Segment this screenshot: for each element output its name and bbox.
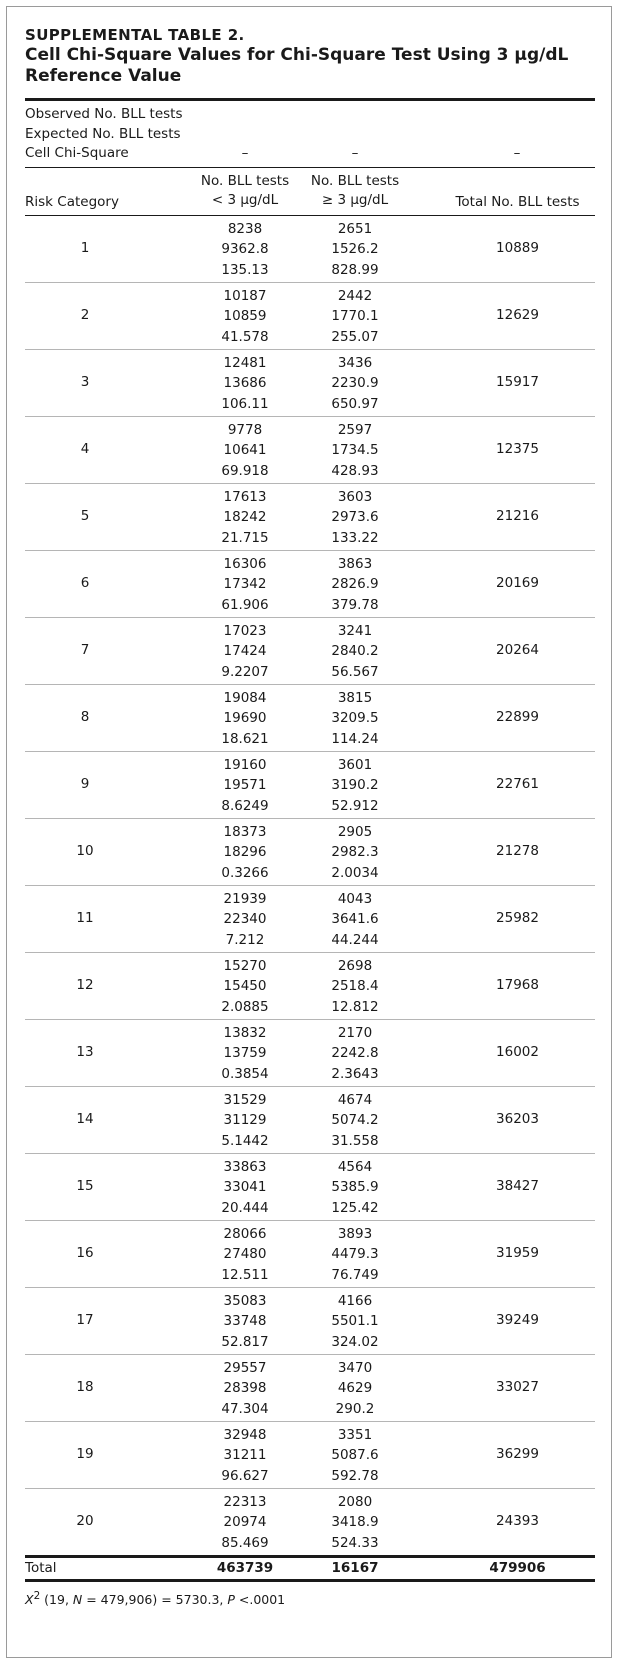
chi-square-value: 7.212: [225, 931, 265, 948]
observed-value: 31529: [223, 1091, 267, 1108]
expected-value: 2242.8: [331, 1045, 379, 1062]
below-3-cell: [185, 1492, 305, 1554]
observed-value: 9778: [227, 421, 263, 438]
observed-value: 4674: [337, 1091, 373, 1108]
observed-value: 3241: [337, 622, 373, 639]
chi-square-value: 428.93: [331, 462, 379, 479]
table-row: [25, 752, 595, 818]
table-row: [25, 551, 595, 617]
observed-value: 33863: [223, 1158, 267, 1175]
at-or-above-3-cell: [300, 822, 410, 884]
risk-category-cell: 3: [80, 373, 90, 390]
risk-category-cell: 18: [76, 1378, 94, 1395]
observed-value: 8238: [227, 220, 263, 237]
observed-value: 15270: [223, 957, 267, 974]
at-or-above-3-cell: [300, 688, 410, 750]
expected-value: 5385.9: [331, 1179, 379, 1196]
table-body: [25, 216, 595, 1555]
chi-square-value: 114.24: [331, 730, 379, 747]
chi-square-value: 106.11: [221, 395, 269, 412]
expected-value: 31211: [223, 1447, 267, 1464]
expected-value: 33748: [223, 1313, 267, 1330]
observed-value: 3603: [337, 488, 373, 505]
row-total-cell: 38427: [496, 1177, 539, 1194]
chi-square-value: 44.244: [331, 931, 379, 948]
expected-value: 4479.3: [331, 1246, 379, 1263]
expected-value: 13686: [223, 375, 267, 392]
risk-category-cell: 16: [76, 1244, 94, 1261]
below-3-cell: [185, 889, 305, 951]
observed-value: 29557: [223, 1359, 267, 1376]
footnote-open: (19,: [40, 1591, 73, 1607]
observed-value: 12481: [223, 354, 267, 371]
chi-square-value: 12.812: [331, 998, 379, 1015]
observed-value: 3893: [337, 1225, 373, 1242]
chi-square-value: 524.33: [331, 1534, 379, 1551]
chi-square-value: 20.444: [221, 1199, 269, 1216]
title-line-1: Cell Chi-Square Values for Chi-Square Test Using 3 µg/dL: [25, 45, 569, 65]
chi-square-value: 2.3643: [331, 1065, 379, 1082]
row-total-cell: 36203: [496, 1110, 539, 1127]
at-or-above-3-cell: [300, 1425, 410, 1487]
expected-value: 18296: [223, 844, 267, 861]
expected-value: 28398: [223, 1380, 267, 1397]
risk-category-cell: 2: [80, 306, 90, 323]
row-total-cell: 21216: [496, 507, 539, 524]
total-row: [25, 1558, 595, 1579]
observed-value: 17613: [223, 488, 267, 505]
row-total-cell: 21278: [496, 842, 539, 859]
risk-category-cell: 15: [76, 1177, 94, 1194]
total-all: 479906: [489, 1559, 546, 1576]
risk-category-cell: 11: [76, 909, 94, 926]
at-or-above-3-cell: [300, 487, 410, 549]
total-label: Total: [25, 1559, 57, 1576]
observed-value: 2905: [337, 823, 373, 840]
observed-value: 17023: [223, 622, 267, 639]
expected-value: 2230.9: [331, 375, 379, 392]
below-3-cell: [185, 1224, 305, 1286]
col-header-risk: Risk Category: [25, 193, 119, 210]
expected-value: 10641: [223, 442, 267, 459]
observed-value: 3815: [337, 689, 373, 706]
row-total-cell: 36299: [496, 1445, 539, 1462]
footnote-end: <.0001: [234, 1591, 286, 1607]
chi-square-value: 324.02: [331, 1333, 379, 1350]
below-3-cell: [185, 688, 305, 750]
risk-category-cell: 20: [76, 1512, 94, 1529]
below-3-cell: [185, 1291, 305, 1353]
expected-value: 19571: [223, 777, 267, 794]
observed-value: 22313: [223, 1493, 267, 1510]
at-or-above-3-cell: [300, 1023, 410, 1085]
row-total-cell: 22761: [496, 775, 539, 792]
below-3-cell: [185, 554, 305, 616]
chi-square-value: 650.97: [331, 395, 379, 412]
observed-value: 3863: [337, 555, 373, 572]
risk-category-cell: 8: [80, 708, 90, 725]
chi-square-value: 0.3854: [221, 1065, 269, 1082]
chi-square-value: 5.1442: [221, 1132, 269, 1149]
col-header-ge: [300, 172, 410, 210]
row-total-cell: 39249: [496, 1311, 539, 1328]
expected-value: 5087.6: [331, 1447, 379, 1464]
legend-expected: Expected No. BLL tests: [25, 125, 181, 142]
total-ge: 16167: [331, 1559, 379, 1576]
expected-value: 3209.5: [331, 710, 379, 727]
footnote: [25, 1585, 595, 1611]
risk-category-cell: 19: [76, 1445, 94, 1462]
table-title: [25, 45, 595, 87]
footnote-n: N: [72, 1591, 83, 1607]
chi-square-value: 18.621: [221, 730, 269, 747]
risk-category-cell: 10: [76, 842, 94, 859]
risk-category-cell: 12: [76, 976, 94, 993]
chi-square-value: 21.715: [221, 529, 269, 546]
row-total-cell: 31959: [496, 1244, 539, 1261]
below-3-cell: [185, 219, 305, 281]
at-or-above-3-cell: [300, 1090, 410, 1152]
expected-value: 3641.6: [331, 911, 379, 928]
table-row: [25, 819, 595, 885]
table-row: [25, 1355, 595, 1421]
table-row: [25, 1020, 595, 1086]
at-or-above-3-cell: [300, 1358, 410, 1420]
observed-value: 2597: [337, 421, 373, 438]
col-header-total: Total No. BLL tests: [455, 193, 580, 210]
risk-category-cell: 4: [80, 440, 90, 457]
observed-value: 3436: [337, 354, 373, 371]
observed-value: 16306: [223, 555, 267, 572]
chi-square-value: 52.912: [331, 797, 379, 814]
chi-square-value: 828.99: [331, 261, 379, 278]
chi-square-value: 135.13: [221, 261, 269, 278]
expected-value: 2840.2: [331, 643, 379, 660]
expected-value: 1734.5: [331, 442, 379, 459]
table-label: SUPPLEMENTAL TABLE 2.: [25, 26, 245, 44]
risk-category-cell: 6: [80, 574, 90, 591]
legend-observed: Observed No. BLL tests: [25, 106, 183, 122]
below-3-cell: [185, 1090, 305, 1152]
chi-square-value: 52.817: [221, 1333, 269, 1350]
expected-value: 17424: [223, 643, 267, 660]
chi-square-value: 290.2: [335, 1400, 375, 1417]
expected-value: 13759: [223, 1045, 267, 1062]
chi-square-value: 9.2207: [221, 663, 269, 680]
row-total-cell: 16002: [496, 1043, 539, 1060]
table-row: [25, 1489, 595, 1555]
chi-square-value: 61.906: [221, 596, 269, 613]
at-or-above-3-cell: [300, 1224, 410, 1286]
expected-value: 22340: [223, 911, 267, 928]
table-container: [25, 7, 595, 1611]
below-3-cell: [185, 286, 305, 348]
at-or-above-3-cell: [300, 286, 410, 348]
observed-value: 32948: [223, 1426, 267, 1443]
table-row: [25, 1422, 595, 1488]
below-3-cell: [185, 755, 305, 817]
expected-value: 18242: [223, 509, 267, 526]
at-or-above-3-cell: [300, 755, 410, 817]
cell-legend: [25, 101, 595, 164]
observed-value: 10187: [223, 287, 267, 304]
expected-value: 2826.9: [331, 576, 379, 593]
chi-square-value: 41.578: [221, 328, 269, 345]
at-or-above-3-cell: [300, 621, 410, 683]
col-header-lt: [185, 172, 305, 210]
observed-value: 3601: [337, 756, 373, 773]
table-row: [25, 417, 595, 483]
chi-square-value: 133.22: [331, 529, 379, 546]
table-row: [25, 685, 595, 751]
expected-value: 33041: [223, 1179, 267, 1196]
chi-square-value: 47.304: [221, 1400, 269, 1417]
chi-square-value: 76.749: [331, 1266, 379, 1283]
row-total-cell: 10889: [496, 239, 539, 256]
below-3-cell: [185, 1425, 305, 1487]
at-or-above-3-cell: [300, 1492, 410, 1554]
below-3-cell: [185, 822, 305, 884]
below-3-cell: [185, 1023, 305, 1085]
observed-value: 3470: [337, 1359, 373, 1376]
at-or-above-3-cell: [300, 889, 410, 951]
risk-category-cell: 17: [76, 1311, 94, 1328]
table-row: [25, 1087, 595, 1153]
expected-value: 4629: [337, 1380, 373, 1397]
expected-value: 3418.9: [331, 1514, 379, 1531]
table-row: [25, 283, 595, 349]
at-or-above-3-cell: [300, 353, 410, 415]
observed-value: 2698: [337, 957, 373, 974]
observed-value: 28066: [223, 1225, 267, 1242]
chi-square-value: 96.627: [221, 1467, 269, 1484]
row-total-cell: 24393: [496, 1512, 539, 1529]
expected-value: 19690: [223, 710, 267, 727]
observed-value: 2442: [337, 287, 373, 304]
legend-chisquare-label: Cell Chi-Square: [25, 145, 129, 161]
col-header-ge-line1: No. BLL tests: [310, 172, 400, 189]
legend-dash-total: –: [513, 145, 521, 161]
chi-square-value: 592.78: [331, 1467, 379, 1484]
expected-value: 15450: [223, 978, 267, 995]
table-row: [25, 216, 595, 282]
row-total-cell: 12629: [496, 306, 539, 323]
expected-value: 2973.6: [331, 509, 379, 526]
footnote-mid: = 479,906) = 5730.3,: [82, 1591, 228, 1607]
expected-value: 2982.3: [331, 844, 379, 861]
row-total-cell: 22899: [496, 708, 539, 725]
row-total-cell: 25982: [496, 909, 539, 926]
table-frame: [6, 6, 612, 1658]
chi-square-value: 85.469: [221, 1534, 269, 1551]
observed-value: 4564: [337, 1158, 373, 1175]
at-or-above-3-cell: [300, 420, 410, 482]
expected-value: 3190.2: [331, 777, 379, 794]
below-3-cell: [185, 420, 305, 482]
below-3-cell: [185, 621, 305, 683]
legend-dash-ge: –: [351, 145, 359, 161]
below-3-cell: [185, 956, 305, 1018]
chi-square-value: 125.42: [331, 1199, 379, 1216]
chi-square-value: 12.511: [221, 1266, 269, 1283]
at-or-above-3-cell: [300, 956, 410, 1018]
chi-square-value: 255.07: [331, 328, 379, 345]
row-total-cell: 20264: [496, 641, 539, 658]
bottom-rule: [25, 1579, 595, 1582]
row-total-cell: 33027: [496, 1378, 539, 1395]
expected-value: 10859: [223, 308, 267, 325]
chi-square-value: 0.3266: [221, 864, 269, 881]
footnote-sup: 2: [33, 1589, 41, 1602]
observed-value: 35083: [223, 1292, 267, 1309]
table-row: [25, 1288, 595, 1354]
below-3-cell: [185, 1157, 305, 1219]
observed-value: 4043: [337, 890, 373, 907]
expected-value: 1526.2: [331, 241, 379, 258]
expected-value: 20974: [223, 1514, 267, 1531]
below-3-cell: [185, 353, 305, 415]
expected-value: 5501.1: [331, 1313, 379, 1330]
at-or-above-3-cell: [300, 1157, 410, 1219]
footnote-p: P: [227, 1591, 235, 1607]
risk-category-cell: 9: [80, 775, 90, 792]
table-row: [25, 886, 595, 952]
observed-value: 2651: [337, 220, 373, 237]
table-row: [25, 1154, 595, 1220]
observed-value: 13832: [223, 1024, 267, 1041]
row-total-cell: 15917: [496, 373, 539, 390]
expected-value: 5074.2: [331, 1112, 379, 1129]
observed-value: 18373: [223, 823, 267, 840]
expected-value: 31129: [223, 1112, 267, 1129]
table-row: [25, 484, 595, 550]
row-total-cell: 17968: [496, 976, 539, 993]
row-total-cell: 12375: [496, 440, 539, 457]
risk-category-cell: 1: [80, 239, 90, 256]
title-line-2: Reference Value: [25, 66, 182, 86]
chi-square-value: 379.78: [331, 596, 379, 613]
observed-value: 2080: [337, 1493, 373, 1510]
table-row: [25, 1221, 595, 1287]
table-row: [25, 618, 595, 684]
observed-value: 19084: [223, 689, 267, 706]
col-header-ge-line2: ≥ 3 µg/dL: [321, 191, 389, 208]
below-3-cell: [185, 487, 305, 549]
expected-value: 27480: [223, 1246, 267, 1263]
expected-value: 1770.1: [331, 308, 379, 325]
observed-value: 19160: [223, 756, 267, 773]
observed-value: 2170: [337, 1024, 373, 1041]
risk-category-cell: 14: [76, 1110, 94, 1127]
chi-square-value: 31.558: [331, 1132, 379, 1149]
at-or-above-3-cell: [300, 554, 410, 616]
observed-value: 21939: [223, 890, 267, 907]
row-total-cell: 20169: [496, 574, 539, 591]
risk-category-cell: 5: [80, 507, 90, 524]
col-header-lt-line1: No. BLL tests: [200, 172, 290, 189]
at-or-above-3-cell: [300, 1291, 410, 1353]
observed-value: 3351: [337, 1426, 373, 1443]
at-or-above-3-cell: [300, 219, 410, 281]
expected-value: 2518.4: [331, 978, 379, 995]
expected-value: 9362.8: [221, 241, 269, 258]
chi-square-value: 2.0034: [331, 864, 379, 881]
risk-category-cell: 13: [76, 1043, 94, 1060]
below-3-cell: [185, 1358, 305, 1420]
chi-square-value: 56.567: [331, 663, 379, 680]
observed-value: 4166: [337, 1292, 373, 1309]
table-row: [25, 350, 595, 416]
expected-value: 17342: [223, 576, 267, 593]
chi-square-value: 2.0885: [221, 998, 269, 1015]
legend-chisquare: [25, 144, 595, 164]
footnote-chi: X: [25, 1591, 34, 1607]
chi-square-value: 69.918: [221, 462, 269, 479]
legend-dash-lt: –: [241, 145, 249, 161]
table-row: [25, 953, 595, 1019]
col-header-lt-line2: < 3 µg/dL: [211, 191, 279, 208]
chi-square-value: 8.6249: [221, 797, 269, 814]
column-headers: [25, 168, 595, 215]
total-lt: 463739: [216, 1559, 274, 1576]
risk-category-cell: 7: [80, 641, 90, 658]
